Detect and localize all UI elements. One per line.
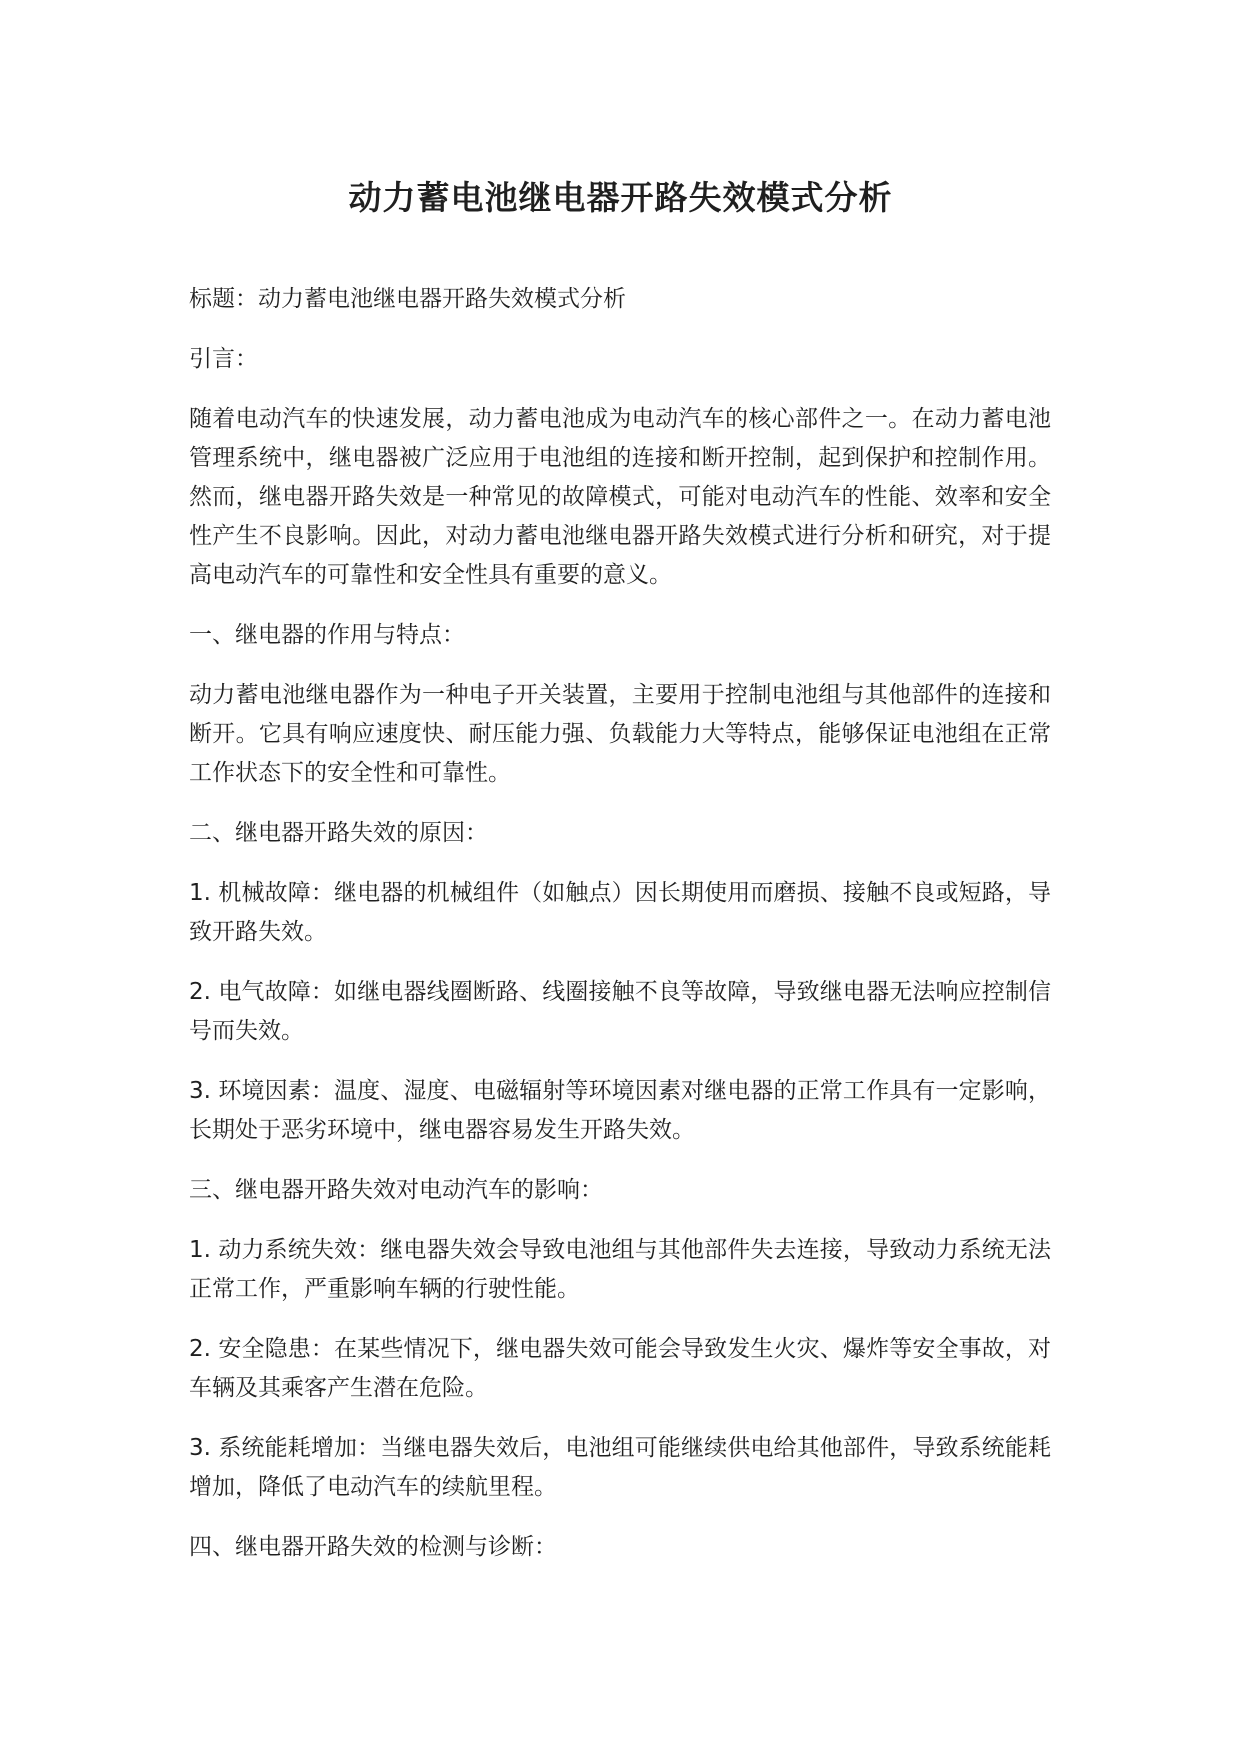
- list-item-3-3: 3. 系统能耗增加：当继电器失效后，电池组可能继续供电给其他部件，导致系统能耗增加，降低了电动汽车的续航里程。: [189, 1435, 1051, 1500]
- section-heading-2: 二、继电器开路失效的原因：: [189, 820, 488, 846]
- list-item-3-2: 2. 安全隐患：在某些情况下，继电器失效可能会导致发生火灾、爆炸等安全事故，对车辆及其乘客产生潜在危险。: [189, 1336, 1051, 1401]
- list-item-2-1: 1. 机械故障：继电器的机械组件（如触点）因长期使用而磨损、接触不良或短路，导致开路失效。: [189, 880, 1051, 945]
- paragraph-section-1: 动力蓄电池继电器作为一种电子开关装置，主要用于控制电池组与其他部件的连接和断开。它具有响应速度快、耐压能力强、负载能力大等特点，能够保证电池组在正常工作状态下的安全性和可靠性。: [189, 682, 1051, 786]
- document-body: [189, 280, 1051, 1588]
- document-title: 动力蓄电池继电器开路失效模式分析: [348, 178, 893, 217]
- section-heading-4: 四、继电器开路失效的检测与诊断：: [189, 1534, 557, 1560]
- section-heading-introduction: 引言：: [189, 346, 258, 372]
- list-item-3-1: 1. 动力系统失效：继电器失效会导致电池组与其他部件失去连接，导致动力系统无法正常工作，严重影响车辆的行驶性能。: [189, 1237, 1051, 1302]
- list-item-2-3: 3. 环境因素：温度、湿度、电磁辐射等环境因素对继电器的正常工作具有一定影响，长期处于恶劣环境中，继电器容易发生开路失效。: [189, 1078, 1051, 1143]
- paragraph-introduction: 随着电动汽车的快速发展，动力蓄电池成为电动汽车的核心部件之一。在动力蓄电池管理系统中，继电器被广泛应用于电池组的连接和断开控制，起到保护和控制作用。然而，继电器开路失效是一种常见的故障模式，可能对电动汽车的性能、效率和安全性产生不良影响。因此，对动力蓄电池继电器开路失效模式进行分析和研究，对于提高电动汽车的可靠性和安全性具有重要的意义。: [189, 406, 1051, 588]
- section-heading-1: 一、继电器的作用与特点：: [189, 622, 465, 648]
- section-heading-3: 三、继电器开路失效对电动汽车的影响：: [189, 1177, 603, 1203]
- paragraph-title-line: 标题：动力蓄电池继电器开路失效模式分析: [189, 286, 626, 312]
- list-item-2-2: 2. 电气故障：如继电器线圈断路、线圈接触不良等故障，导致继电器无法响应控制信号而失效。: [189, 979, 1051, 1044]
